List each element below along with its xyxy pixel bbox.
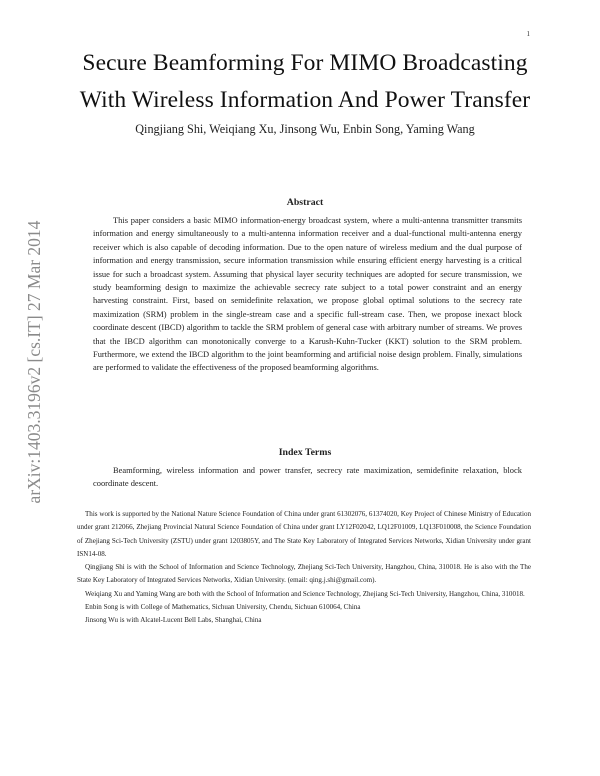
footnotes-block	[77, 508, 531, 628]
page-number: 1	[526, 30, 530, 38]
paper-title-line-1: Secure Beamforming For MIMO Broadcasting	[82, 50, 528, 76]
author-list: Qingjiang Shi, Weiqiang Xu, Jinsong Wu, Enbin Song, Yaming Wang	[135, 122, 475, 136]
footnote-affiliation-shi: Qingjiang Shi is with the School of Information and Science Technology, Zhejiang Sci-Tech University, Hangzhou, China, 310018. He is also with the The State Key Laboratory of Integrated Services Networks, Xidian University. (email: qing.j.shi@gmail.com).	[77, 563, 531, 585]
abstract-heading: Abstract	[286, 197, 324, 208]
arxiv-stamp-text: arXiv:1403.3196v2 [cs.IT] 27 Mar 2014	[24, 220, 45, 504]
paper-title-line-2: With Wireless Information And Power Transfer	[79, 87, 531, 113]
footnote-funding: This work is supported by the National Nature Science Foundation of China under grant 61302076, 61374020, Key Project of Chinese Ministry of Education under grant 212066, Zhejiang Provincial Natural Science Foundation of China under grant LY12F02042, LQ12F01009, LQ13F010008, the Science Foundation of Zhejiang Sci-Tech University (ZSTU) under grant 1203805Y, and The State Key Laboratory of Integrated Services Networks, Xidian University under grant ISN14-08.	[77, 510, 531, 558]
abstract-body: This paper considers a basic MIMO information-energy broadcast system, where a multi-antenna transmitter transmits information and energy simultaneously to a multi-antenna information receiver and a dual-functional multi-antenna energy receiver which is also capable of decoding information. Due to the open nature of wireless medium and the dual purpose of information and energy transmission, secure information transmission while ensuring efficient energy harvesting is a critical issue for such a broadcast system. Assuming that physical layer security techniques are adopted for secure transmission, we study beamforming design to maximize the achievable secrecy rate subject to a total power constraint and an energy harvesting constraint. First, based on semidefinite relaxation, we propose global optimal solutions to the secrecy rate maximization (SRM) problem in the single-stream case and a specific full-stream case. Then, we propose inexact block coordinate descent (IBCD) algorithm to tackle the SRM problem of general case with arbitrary number of streams. We proves that the IBCD algorithm can monotonically converge to a Karush-Kuhn-Tucker (KKT) solution to the SRM problem. Furthermore, we extend the IBCD algorithm to the joint beamforming and artificial noise design problem. Finally, simulations are performed to validate the effectiveness of the proposed beamforming algorithms.	[93, 215, 522, 373]
arxiv-stamp-graphic	[16, 190, 56, 535]
footnote-affiliation-song: Enbin Song is with College of Mathematics, Sichuan University, Chendu, Sichuan 610064, China	[85, 603, 361, 612]
footnote-affiliation-xu-wang: Weiqiang Xu and Yaming Wang are both with the School of Information and Science Technology, Zhejiang Sci-Tech University, Hangzhou, China, 310018.	[85, 589, 525, 598]
index-terms-body: Beamforming, wireless information and power transfer, secrecy rate maximization, semidefinite relaxation, block coordinate descent.	[93, 465, 522, 489]
arxiv-identifier-stamp	[16, 190, 56, 535]
index-terms-heading: Index Terms	[278, 447, 332, 458]
footnote-affiliation-wu: Jinsong Wu is with Alcatel-Lucent Bell Labs, Shanghai, China	[85, 616, 262, 625]
paper-title	[60, 45, 550, 119]
